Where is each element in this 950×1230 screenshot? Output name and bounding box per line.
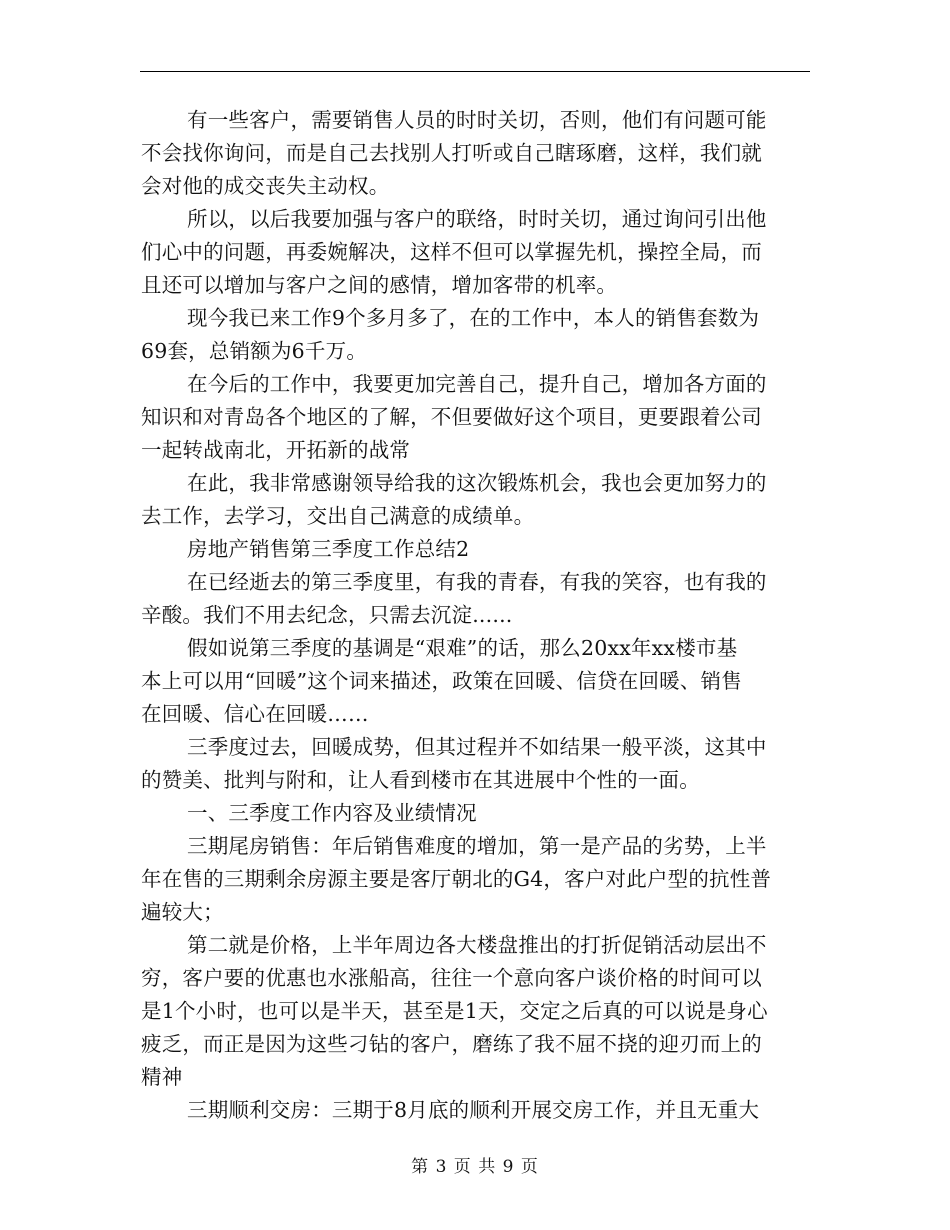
text-line: 穷，客户要的优惠也水涨船高，往往一个意向客户谈价格的时间可以: [141, 966, 762, 990]
text-line: 第二就是价格，上半年周边各大楼盘推出的打折促销活动层出不: [187, 933, 767, 957]
page-footer: 第 3 页 共 9 页: [411, 1157, 539, 1177]
text-line: 一、三季度工作内容及业绩情况: [187, 801, 477, 825]
text-line: 现今我已来工作9个多月多了，在的工作中，本人的销售套数为: [187, 306, 760, 330]
text-line: 在已经逝去的第三季度里，有我的青春，有我的笑容，也有我的: [187, 570, 767, 594]
text-line: 们心中的问题，再委婉解决，这样不但可以掌握先机，操控全局，而: [141, 240, 762, 264]
text-line: 所以，以后我要加强与客户的联络，时时关切，通过询问引出他: [187, 207, 767, 231]
text-line: 在此，我非常感谢领导给我的这次锻炼机会，我也会更加努力的: [187, 471, 767, 495]
text-line: 是1个小时，也可以是半天，甚至是1天，交定之后真的可以说是身心: [141, 999, 768, 1023]
text-line: 去工作，去学习，交出自己满意的成绩单。: [141, 504, 535, 528]
text-line: 会对他的成交丧失主动权。: [141, 174, 390, 198]
text-line: 的赞美、批判与附和，让人看到楼市在其进展中个性的一面。: [141, 768, 700, 792]
text-line: 不会找你询问，而是自己去找别人打听或自己瞎琢磨，这样，我们就: [141, 141, 762, 165]
text-line: 本上可以用“回暖”这个词来描述，政策在回暖、信贷在回暖、销售: [141, 669, 742, 693]
text-line: 在回暖、信心在回暖……: [141, 702, 369, 726]
text-line: 房地产销售第三季度工作总结2: [187, 537, 470, 561]
text-line: 辛酸。我们不用去纪念，只需去沉淀......: [141, 603, 513, 627]
text-line: 在今后的工作中，我要更加完善自己，提升自己，增加各方面的: [187, 372, 767, 396]
text-line: 三季度过去，回暖成势，但其过程并不如结果一般平淡，这其中: [187, 735, 767, 759]
text-line: 精神: [141, 1065, 183, 1089]
text-line: 假如说第三季度的基调是“艰难”的话，那么20xx年xx楼市基: [187, 636, 738, 660]
document-body: [141, 104, 811, 1127]
text-line: 有一些客户，需要销售人员的时时关切，否则，他们有问题可能: [187, 108, 767, 132]
text-line: 且还可以增加与客户之间的感情，增加客带的机率。: [141, 273, 618, 297]
text-line: 三期尾房销售：年后销售难度的增加，第一是产品的劣势，上半: [187, 834, 767, 858]
text-line: 三期顺利交房：三期于8月底的顺利开展交房工作，并且无重大: [187, 1098, 760, 1122]
header-rule: [140, 71, 810, 72]
text-line: 一起转战南北，开拓新的战常: [141, 438, 411, 462]
text-line: 年在售的三期剩余房源主要是客厅朝北的G4，客户对此户型的抗性普: [141, 867, 772, 891]
text-line: 知识和对青岛各个地区的了解，不但要做好这个项目，更要跟着公司: [141, 405, 762, 429]
text-line: 遍较大；: [141, 900, 224, 924]
text-line: 疲乏，而正是因为这些刁钻的客户，磨练了我不屈不挠的迎刃而上的: [141, 1032, 762, 1056]
text-line: 69套，总销额为6千万。: [141, 339, 368, 363]
